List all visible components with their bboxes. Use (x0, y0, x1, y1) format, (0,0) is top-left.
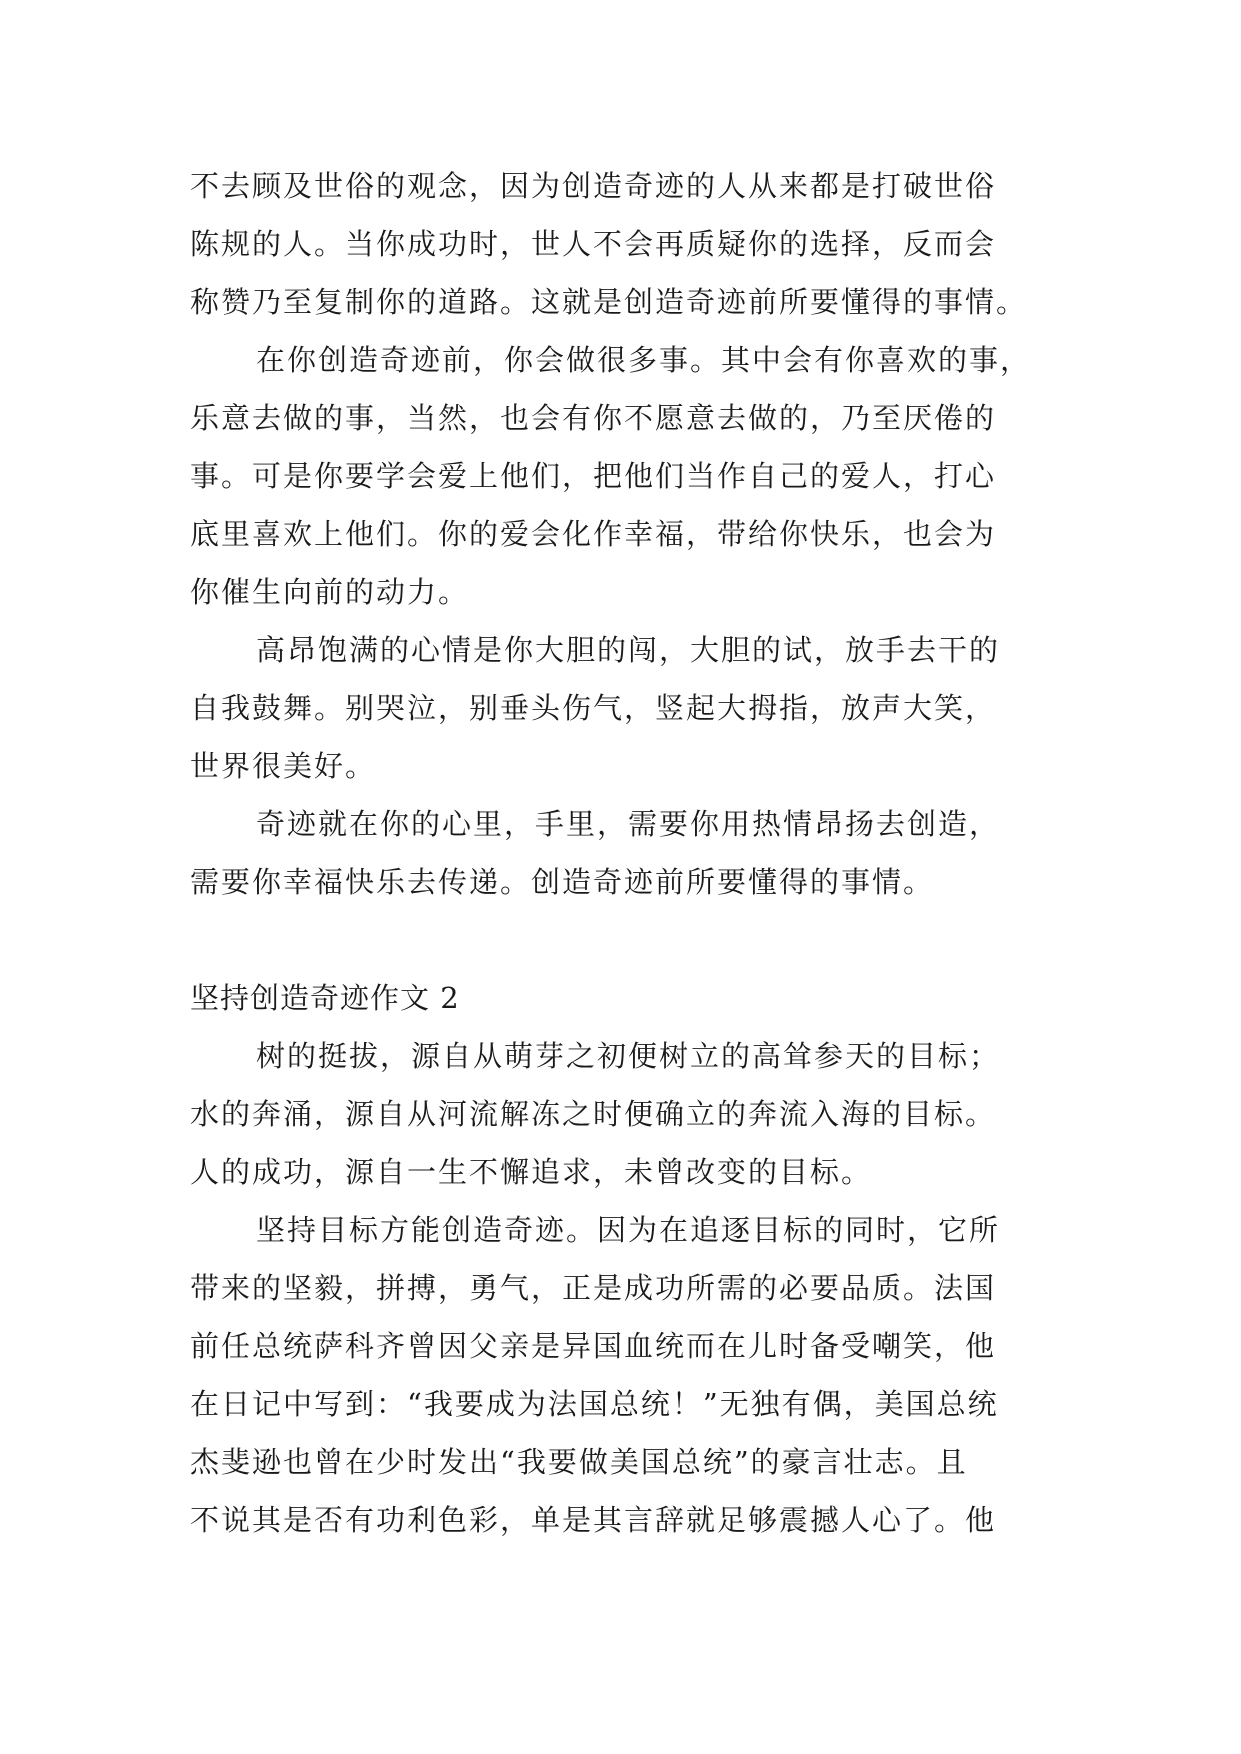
paragraph-line: 高昂饱满的心情是你大胆的闯，大胆的试，放手去干的 (256, 633, 1001, 667)
paragraph-line: 人的成功，源自一生不懈追求，未曾改变的目标。 (190, 1155, 873, 1189)
paragraph-line: 水的奔涌，源自从河流解冻之时便确立的奔流入海的目标。 (190, 1097, 997, 1131)
paragraph-line: 称赞乃至复制你的道路。这就是创造奇迹前所要懂得的事情。 (190, 285, 1028, 319)
paragraph-line: 前任总统萨科齐曾因父亲是异国血统而在儿时备受嘲笑，他 (190, 1329, 997, 1363)
paragraph-line: 不去顾及世俗的观念，因为创造奇迹的人从来都是打破世俗 (190, 169, 997, 203)
paragraph-line: 乐意去做的事，当然，也会有你不愿意去做的，乃至厌倦的 (190, 401, 997, 435)
paragraph-line: 世界很美好。 (190, 749, 377, 783)
paragraph-line: 不说其是否有功利色彩，单是其言辞就足够震撼人心了。他 (190, 1503, 997, 1537)
paragraph-line: 树的挺拔，源自从萌芽之初便树立的高耸参天的目标； (256, 1039, 1001, 1073)
paragraph-line: 在你创造奇迹前，你会做很多事。其中会有你喜欢的事， (256, 343, 1032, 377)
paragraph-line: 带来的坚毅，拼搏，勇气，正是成功所需的必要品质。法国 (190, 1271, 997, 1305)
paragraph-line: 你催生向前的动力。 (190, 575, 470, 609)
paragraph-line: 底里喜欢上他们。你的爱会化作幸福，带给你快乐，也会为 (190, 517, 997, 551)
paragraph-line: 需要你幸福快乐去传递。创造奇迹前所要懂得的事情。 (190, 865, 935, 899)
paragraph-line: 奇迹就在你的心里，手里，需要你用热情昂扬去创造， (256, 807, 1001, 841)
paragraph-line: 事。可是你要学会爱上他们，把他们当作自己的爱人，打心 (190, 459, 997, 493)
paragraph-line: 坚持目标方能创造奇迹。因为在追逐目标的同时，它所 (256, 1213, 1001, 1247)
paragraph-line: 在日记中写到：“我要成为法国总统！”无独有偶，美国总统 (190, 1387, 999, 1421)
paragraph-line: 陈规的人。当你成功时，世人不会再质疑你的选择，反而会 (190, 227, 997, 261)
paragraph-line: 杰斐逊也曾在少时发出“我要做美国总统”的豪言壮志。且 (190, 1445, 968, 1479)
paragraph-line: 自我鼓舞。别哭泣，别垂头伤气，竖起大拇指，放声大笑， (190, 691, 997, 725)
section-heading: 坚持创造奇迹作文 2 (190, 981, 460, 1015)
